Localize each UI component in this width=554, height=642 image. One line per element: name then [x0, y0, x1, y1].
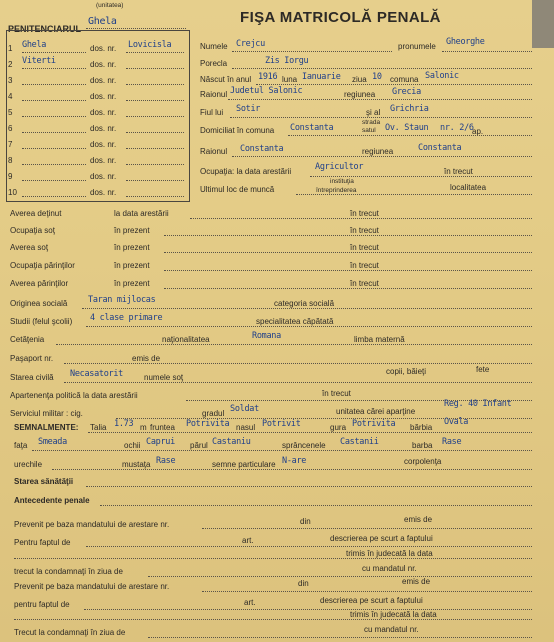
dossier-nr-label: dos. nr.	[90, 76, 117, 85]
political-label: Apartenenţa politică la data arestării	[10, 391, 138, 400]
civil-status-value: Necasatorit	[70, 369, 123, 379]
warrant2-issued-label: emis de	[402, 577, 431, 586]
dossier-nr-label: dos. nr.	[90, 92, 117, 101]
art2-label: art.	[244, 598, 256, 607]
description2-label: descrierea pe scurt a faptului	[320, 596, 423, 605]
convicted-label: trecut la condamnaţi în ziua de	[14, 567, 123, 576]
social-origin-line	[82, 308, 532, 309]
surname-value: Crejcu	[236, 39, 265, 49]
region2-value: Constanta	[418, 143, 462, 153]
surname-line	[232, 51, 392, 52]
warrant-label: Prevenit pe baza mandatului de arestare nr.	[14, 520, 170, 529]
ap-label: ap.	[472, 127, 484, 136]
district-value: Judetul Salonic	[230, 86, 303, 96]
mouth-value: Potrivita	[352, 419, 396, 429]
mother-tongue-label: limba maternă	[354, 335, 405, 344]
street-label: strada	[362, 119, 381, 126]
spouse-occupation-line	[164, 235, 532, 236]
region2-label: regiunea	[362, 147, 394, 156]
hair-value: Castaniu	[212, 437, 251, 447]
assets-at-arrest-label: la data arestării	[114, 209, 169, 218]
dossier-place-line	[22, 68, 86, 69]
and-of-label: şi al	[366, 108, 381, 117]
assets-past-label: în trecut	[350, 209, 379, 218]
dossier-place-line	[22, 132, 86, 133]
dossier-number: 7	[8, 140, 13, 149]
dossier-place-line	[22, 84, 86, 85]
assets-line	[190, 218, 532, 219]
rank-value: Soldat	[230, 404, 259, 414]
military-line	[116, 418, 532, 419]
son-of-value: Sotir	[236, 104, 261, 114]
dossier-number: 6	[8, 124, 13, 133]
ears-line	[52, 469, 532, 470]
domicile-label: Domiciliat în comuna	[200, 126, 275, 135]
dossier-nr-line	[126, 180, 184, 181]
signs-label: SEMNALMENTE:	[14, 423, 79, 432]
dossier-number: 9	[8, 172, 13, 181]
form-title: FIŞA MATRICOLĂ PENALĂ	[240, 9, 441, 26]
health-label: Starea sănătăţii	[14, 477, 74, 486]
studies-value: 4 clase primare	[90, 313, 163, 323]
antecedents-line	[100, 505, 532, 506]
month-label: luna	[282, 75, 298, 84]
social-category-label: categoria socială	[274, 299, 335, 308]
parents-line	[230, 117, 532, 118]
dossier-nr-line	[126, 100, 184, 101]
dossier-nr-line	[126, 68, 184, 69]
face-line	[32, 450, 532, 451]
son-of-label: Fiul lui	[200, 108, 224, 117]
nickname-label: Porecla	[200, 59, 228, 68]
fact-label: Pentru faptul de	[14, 538, 71, 547]
moustache-value: Rase	[156, 456, 176, 466]
dossier-place-line	[22, 100, 86, 101]
warrant2-line	[202, 591, 532, 592]
chin-value: Ovala	[444, 417, 469, 427]
dossier-nr-label: dos. nr.	[90, 156, 117, 165]
dossier-nr-line	[126, 132, 184, 133]
spouse-name-label: numele soţ	[144, 373, 184, 382]
art-label: art.	[242, 536, 254, 545]
civil-status-label: Starea civilă	[10, 373, 54, 382]
dossier-place-line	[22, 52, 86, 53]
commune-label: comuna	[390, 75, 419, 84]
district-line	[228, 99, 532, 100]
born-year-value: 1916	[258, 72, 278, 82]
penitentiary-label: PENITENCIARUL	[8, 24, 82, 34]
court2-label: trimis în judecată la data	[350, 610, 437, 619]
dossier-nr-line	[126, 116, 184, 117]
penitentiary-value: Ghela	[88, 16, 117, 27]
dossier-number: 4	[8, 92, 13, 101]
dossier-place-value: Ghela	[22, 40, 47, 50]
nationality-label: naţionalitatea	[162, 335, 210, 344]
warrant2-label: Prevenit pe baza mandatului de arestare nr.	[14, 582, 170, 591]
dossier-nr-line	[126, 148, 184, 149]
dossier-nr-label: dos. nr.	[90, 60, 117, 69]
district2-label: Raionul	[200, 147, 228, 156]
convicted2-label: Trecut la condamnaţi în ziua de	[14, 628, 126, 637]
occupation-value: Agricultor	[315, 162, 364, 172]
spouse-assets-past-label: în trecut	[350, 243, 379, 252]
region-label: regiunea	[344, 90, 376, 99]
specialization-label: specialitatea căpătată	[256, 317, 334, 326]
and-of-value: Grichria	[390, 104, 429, 114]
parents-occupation-past-label: în trecut	[350, 261, 379, 270]
rank-label: gradul	[202, 409, 225, 418]
dossier-nr-label: dos. nr.	[90, 140, 117, 149]
dossier-number: 3	[8, 76, 13, 85]
citizenship-line	[56, 344, 532, 345]
spouse-occupation-present-label: în prezent	[114, 226, 150, 235]
district2-line	[232, 156, 532, 157]
signs-line	[88, 432, 532, 433]
day-value: 10	[372, 72, 382, 82]
beard-value: Rase	[442, 437, 462, 447]
dossier-number: 2	[8, 60, 13, 69]
dossier-nr-label: dos. nr.	[90, 108, 117, 117]
nationality-value: Romana	[252, 331, 281, 341]
last-work-line	[296, 194, 532, 195]
nickname-value: Zis Iorgu	[265, 56, 309, 66]
height-unit: m	[140, 423, 147, 432]
ears-label: urechile	[14, 460, 43, 469]
district-label: Raionul	[200, 90, 228, 99]
street-value: Ov. Staun	[385, 123, 429, 133]
civil-status-line	[64, 382, 532, 383]
studies-line	[86, 326, 532, 327]
region-value: Grecia	[392, 87, 421, 97]
domicile-value: Constanta	[290, 123, 334, 133]
occupation-line	[310, 176, 532, 177]
health-line	[86, 486, 532, 487]
spouse-occupation-label: Ocupaţia soţ	[10, 226, 55, 235]
chin-label: bărbia	[410, 423, 433, 432]
court2-line	[14, 619, 532, 620]
month-value: Ianuarie	[302, 72, 341, 82]
street-no-label: satul	[362, 127, 376, 134]
court-label: trimis în judecată la data	[346, 549, 433, 558]
nose-label: nasul	[236, 423, 256, 432]
district2-value: Constanta	[240, 144, 284, 154]
eyebrows-value: Castanii	[340, 437, 379, 447]
military-label: Serviciul militar : cig.	[10, 409, 83, 418]
spouse-assets-line	[164, 252, 532, 253]
description-label: descrierea pe scurt a faptului	[330, 534, 433, 543]
enterprise-label: întreprinderea	[316, 187, 357, 194]
fact-line	[86, 546, 532, 547]
dossier-nr-label: dos. nr.	[90, 124, 117, 133]
warrant-issued-label: emis de	[404, 515, 433, 524]
eyebrows-label: sprâncenele	[282, 441, 326, 450]
passport-issued-label: emis de	[132, 354, 161, 363]
children-label: copii, băieţi	[386, 367, 427, 376]
dossier-nr-label: dos. nr.	[90, 188, 117, 197]
court-line	[14, 558, 532, 559]
dossier-nr-line	[126, 84, 184, 85]
antecedents-label: Antecedente penale	[14, 496, 90, 505]
dossier-place-line	[22, 148, 86, 149]
unit-label: unitatea cărei aparţine	[336, 407, 416, 416]
dossier-place-line	[22, 196, 86, 197]
spouse-occupation-past-label: în trecut	[350, 226, 379, 235]
day-label: ziua	[352, 75, 367, 84]
dossier-number: 10	[8, 188, 17, 197]
political-past-label: în trecut	[322, 389, 351, 398]
parents-assets-line	[164, 288, 532, 289]
forehead-value: Potrivita	[186, 419, 230, 429]
dossier-nr-line	[126, 164, 184, 165]
fact2-label: pentru faptul de	[14, 600, 70, 609]
photo-edge-shadow	[532, 0, 554, 48]
nickname-line	[232, 68, 532, 69]
parents-occupation-line	[164, 270, 532, 271]
citizenship-label: Cetăţenia	[10, 335, 45, 344]
eyes-value: Caprui	[146, 437, 175, 447]
height-value: 1.73	[114, 419, 134, 429]
street-no-value: nr. 2/6	[440, 123, 474, 133]
social-origin-value: Taran mijlocas	[88, 295, 156, 305]
fact2-line	[84, 609, 532, 610]
surname-label: Numele	[200, 42, 228, 51]
dossier-place-line	[22, 116, 86, 117]
convicted-line	[148, 576, 532, 577]
convicted2-line	[148, 637, 532, 638]
first-name-line	[442, 51, 532, 52]
face-label: faţa	[14, 441, 28, 450]
girls-label: fete	[476, 365, 490, 374]
parents-assets-present-label: în prezent	[114, 279, 150, 288]
marks-label: semne particulare	[212, 460, 276, 469]
occupation-past-label: în trecut	[444, 167, 473, 176]
height-label: Talia	[90, 423, 107, 432]
assets-owned-label: Averea deţinut	[10, 209, 62, 218]
parents-occupation-label: Ocupaţia părinţilor	[10, 261, 75, 270]
moustache-label: mustaţa	[122, 460, 151, 469]
studies-label: Studii (felul şcolii)	[10, 317, 73, 326]
passport-line	[64, 363, 532, 364]
institution-label: instituţia	[330, 178, 354, 185]
dossier-place-line	[22, 164, 86, 165]
domicile-line	[288, 135, 532, 136]
dossier-number: 1	[8, 44, 13, 53]
first-name-label: pronumele	[398, 42, 436, 51]
nose-value: Potrivit	[262, 419, 301, 429]
hair-label: părul	[190, 441, 208, 450]
dossier-nr-value: Lovicisla	[128, 40, 172, 50]
eyes-label: ochii	[124, 441, 141, 450]
penitentiary-line	[86, 28, 186, 29]
face-value: Smeada	[38, 437, 67, 447]
born-year-label: Născut în anul	[200, 75, 252, 84]
parents-occupation-present-label: în prezent	[114, 261, 150, 270]
forehead-label: fruntea	[150, 423, 175, 432]
dossier-nr-label: dos. nr.	[90, 172, 117, 181]
warrant2-from-label: din	[298, 579, 309, 588]
parents-assets-label: Averea părinţilor	[10, 279, 69, 288]
last-work-label: Ultimul loc de muncă	[200, 185, 275, 194]
mouth-label: gura	[330, 423, 347, 432]
dossier-nr-line	[126, 196, 184, 197]
social-origin-label: Originea socială	[10, 299, 68, 308]
dossier-nr-line	[126, 52, 184, 53]
beard-label: barba	[412, 441, 433, 450]
build-label: corpolenţa	[404, 457, 442, 466]
dossier-place-line	[22, 180, 86, 181]
marks-value: N-are	[282, 456, 307, 466]
dossier-place-value: Viterti	[22, 56, 56, 66]
first-name-value: Gheorghe	[446, 37, 485, 47]
dossier-number: 5	[8, 108, 13, 117]
spouse-assets-present-label: în prezent	[114, 243, 150, 252]
commune-value: Salonic	[425, 71, 459, 81]
born-line	[256, 84, 532, 85]
dossier-nr-label: dos. nr.	[90, 44, 117, 53]
warrant-line	[202, 528, 532, 529]
parents-assets-past-label: în trecut	[350, 279, 379, 288]
dossier-number: 8	[8, 156, 13, 165]
occupation-label: Ocupaţia: la data arestării	[200, 167, 292, 176]
with-warrant-label: cu mandatul nr.	[362, 564, 417, 573]
locality-label: localitatea	[450, 183, 487, 192]
unit-caption: (unitatea)	[96, 2, 124, 9]
spouse-assets-label: Averea soţ	[10, 243, 49, 252]
unit-value: Reg. 40 Infant	[444, 399, 512, 409]
passport-label: Paşaport nr.	[10, 354, 54, 363]
warrant-from-label: din	[300, 517, 311, 526]
with-warrant2-label: cu mandatul nr.	[364, 625, 419, 634]
